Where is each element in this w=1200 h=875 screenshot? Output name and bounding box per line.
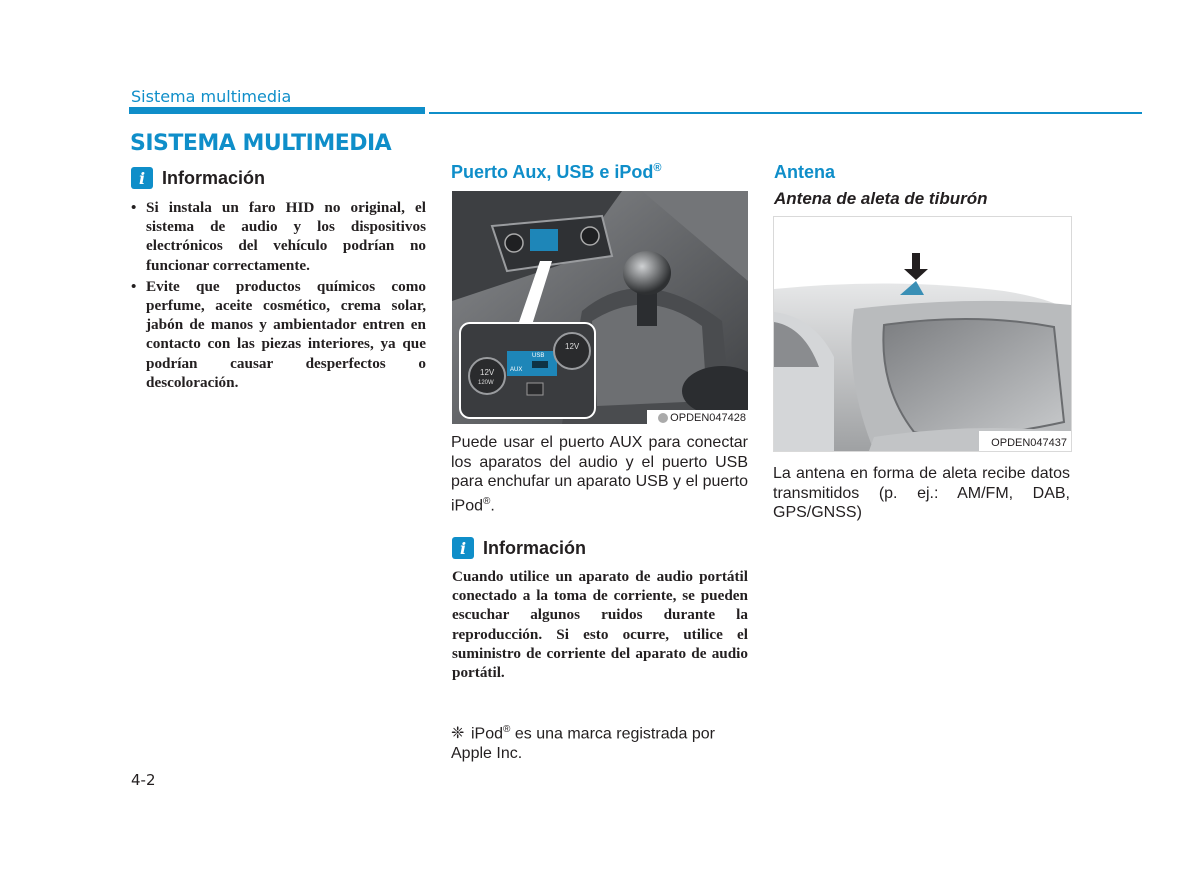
middle-info-box [452,537,748,682]
antenna-paragraph: La antena en forma de aleta recibe datos transmitidos (p. ej.: AM/FM, DAB, GPS/GNSS) [773,465,1070,522]
svg-text:AUX: AUX [510,367,523,373]
header-rule-thin [429,112,1142,114]
antenna-section-title: Antena [774,162,836,182]
info-heading [452,537,748,559]
note-symbol: ❈ [451,725,465,743]
page-title: SISTEMA MULTIMEDIA [130,131,392,156]
antenna-figure [773,216,1072,452]
figure-code: OPDEN047428 [658,412,746,424]
console-illustration [452,191,748,424]
svg-text:12V: 12V [565,342,580,351]
info-heading [131,167,426,189]
info-icon: i [131,167,153,189]
page-number: 4-2 [131,771,156,789]
info-text: Cuando utilice un aparato de audio portátil conectado a la toma de corriente, se pueden escuchar algunos ruidos durante la reproducción. Si esto ocurre, utilice el suministro de corriente del aparato de audio portátil. [452,568,748,682]
console-figure [452,191,748,424]
info-bullet-list [131,198,426,392]
header-rule-thick [129,107,425,114]
svg-text:120W: 120W [478,380,494,386]
list-item: • Si instala un faro HID no original, el sistema de audio y los dispositivos electrónicos del vehículo podrían no funcionar correctamente. [131,198,426,275]
aux-usb-paragraph: Puede usar el puerto AUX para conectar los aparatos del audio y el puerto USB para enchufar un aparato USB y el puerto iPod®. [451,434,748,515]
aux-usb-section-title: Puerto Aux, USB e iPod® [451,162,662,182]
car-roof-illustration [774,217,1071,451]
figure-code: OPDEN047437 [991,437,1067,449]
antenna-subtitle: Antena de aleta de tiburón [774,189,988,208]
list-item: • Evite que productos químicos como perfume, aceite cosmético, crema solar, jabón de manos y ambientador entren en contacto con las piezas interiores, ya que podrían causar desperfectos o descoloración. [131,277,426,392]
info-title: Información [483,537,587,558]
svg-text:USB: USB [532,353,545,359]
left-info-box [131,167,426,394]
svg-text:12V: 12V [480,368,495,377]
info-title: Información [162,167,266,188]
running-header: Sistema multimedia [131,87,292,106]
info-icon: i [452,537,474,559]
trademark-note: ❈ iPod® es una marca registrada por Apple Inc. [451,724,715,762]
